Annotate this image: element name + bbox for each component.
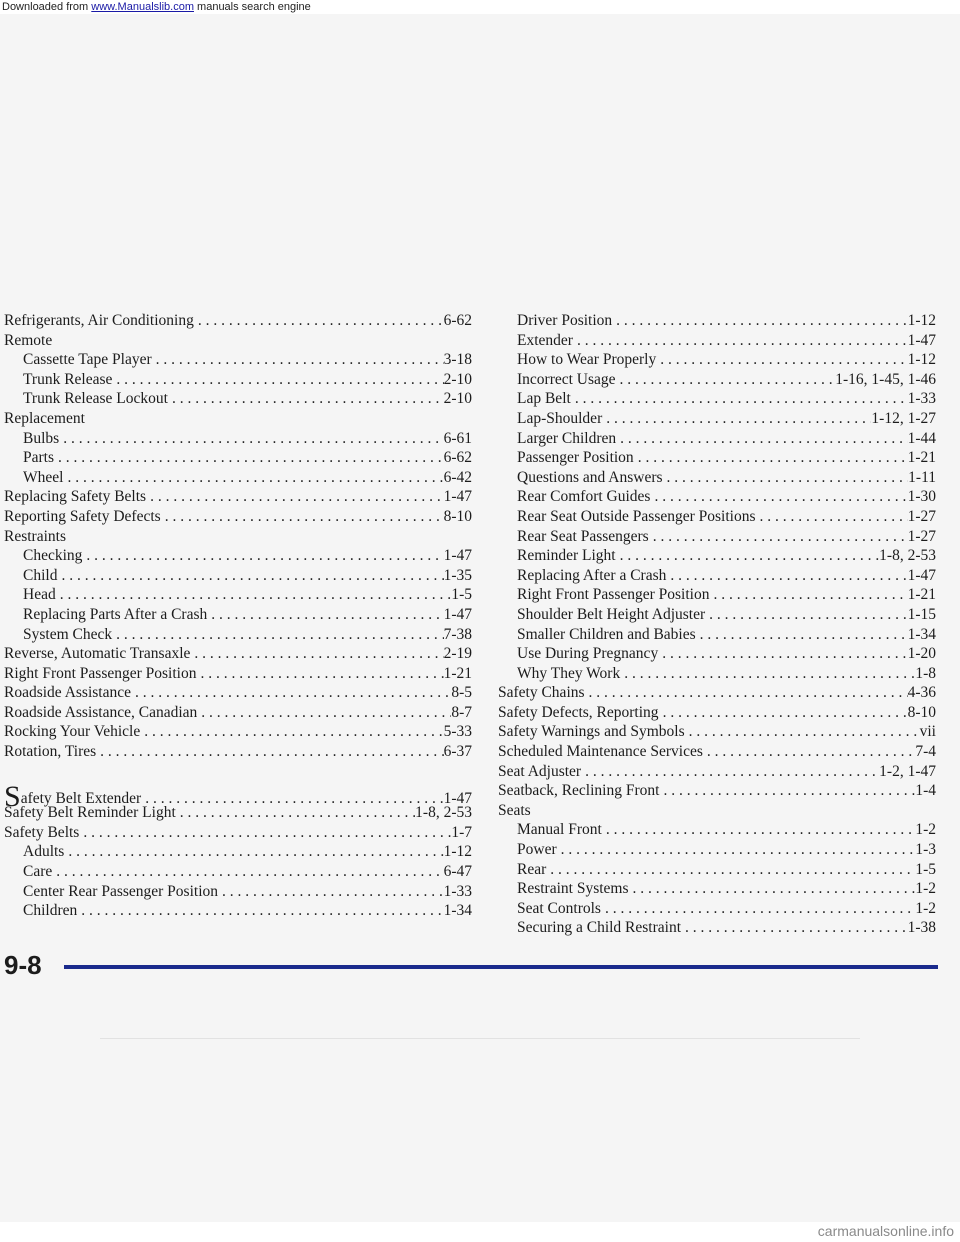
entry-page-ref: 1-38 — [907, 919, 936, 937]
entry-page-ref: 1-2 — [915, 899, 936, 917]
leader-dots — [685, 722, 920, 742]
entry-page-ref: 1-20 — [907, 645, 936, 663]
index-entry — [4, 803, 472, 823]
section-spacer — [4, 762, 472, 784]
index-entry — [498, 742, 936, 762]
leader-dots — [620, 664, 915, 684]
leader-dots — [146, 487, 444, 507]
entry-label: Rotation, Tires — [4, 743, 97, 761]
entry-label: Driver Position — [517, 312, 613, 329]
leader-dots — [634, 448, 908, 468]
index-entry — [4, 683, 472, 703]
index-subentry — [498, 468, 936, 488]
entry-page-ref: 1-2 — [915, 880, 936, 898]
entry-page-ref: 1-8, 2-53 — [879, 547, 936, 565]
leader-dots — [168, 389, 444, 409]
entry-page-ref: 1-44 — [907, 429, 936, 447]
entry-label: Safety Belts — [4, 823, 80, 841]
entry-page-ref: 1-12 — [907, 351, 936, 369]
index-subentry — [4, 862, 472, 882]
entry-page-ref: vii — [919, 723, 936, 741]
index-subentry — [498, 879, 936, 899]
index-heading: Remote — [4, 331, 53, 349]
entry-page-ref: 1-47 — [443, 789, 472, 807]
index-subentry — [498, 585, 936, 605]
index-subentry — [498, 546, 936, 566]
leader-dots — [54, 448, 444, 468]
leader-dots — [194, 311, 444, 331]
footer-rule — [64, 965, 938, 969]
leader-dots — [131, 683, 451, 703]
entry-page-ref: 1-12 — [443, 843, 472, 861]
leader-dots — [573, 331, 908, 351]
entry-label: Trunk Release — [23, 370, 113, 388]
entry-page-ref: 1-21 — [907, 586, 936, 604]
leader-dots — [161, 507, 444, 527]
entry-page-ref: 6-62 — [443, 312, 472, 329]
entry-page-ref: 1-30 — [907, 488, 936, 506]
index-entry — [498, 781, 936, 801]
entry-label: Seat Controls — [517, 899, 601, 917]
leader-dots — [602, 409, 871, 429]
entry-label: Refrigerants, Air Conditioning — [4, 312, 194, 329]
leader-dots — [52, 862, 443, 882]
index-column-right — [498, 311, 936, 938]
leader-dots — [571, 389, 908, 409]
leader-dots — [64, 842, 443, 862]
download-suffix: manuals search engine — [193, 1, 311, 13]
index-entry — [498, 703, 936, 723]
entry-page-ref: 1-27 — [907, 527, 936, 545]
leader-dots — [218, 882, 444, 902]
entry-page-ref: 2-10 — [443, 370, 472, 388]
index-subentry — [498, 389, 936, 409]
leader-dots — [546, 860, 915, 880]
leader-dots — [616, 546, 880, 566]
entry-page-ref: 1-47 — [443, 547, 472, 565]
entry-label: Use During Pregnancy — [517, 645, 659, 663]
leader-dots — [612, 311, 907, 331]
entry-page-ref: 7-4 — [915, 743, 936, 761]
entry-page-ref: 3-18 — [443, 351, 472, 369]
leader-dots — [696, 625, 908, 645]
leader-dots — [616, 429, 907, 449]
download-notice — [0, 0, 960, 14]
entry-label: Bulbs — [23, 429, 60, 447]
entry-page-ref: 6-61 — [443, 429, 472, 447]
entry-page-ref: 1-47 — [907, 566, 936, 584]
entry-page-ref: 1-33 — [443, 882, 472, 900]
entry-page-ref: 1-47 — [443, 488, 472, 506]
leader-dots — [140, 722, 443, 742]
entry-page-ref: 1-33 — [907, 390, 936, 408]
entry-label: Manual Front — [517, 821, 602, 839]
index-subentry — [4, 546, 472, 566]
entry-label: Rocking Your Vehicle — [4, 723, 141, 741]
entry-page-ref: 4-36 — [907, 684, 936, 702]
entry-page-ref: 1-5 — [915, 860, 936, 878]
leader-dots — [152, 350, 444, 370]
entry-label: Children — [23, 902, 78, 920]
entry-label: Safety Chains — [498, 684, 585, 702]
index-subentry — [498, 527, 936, 547]
entry-page-ref: 8-10 — [443, 507, 472, 525]
index-heading: Seats — [498, 801, 531, 819]
entry-label: System Check — [23, 625, 113, 643]
entry-label: Center Rear Passenger Position — [23, 882, 219, 900]
index-subentry — [498, 664, 936, 684]
leader-dots — [663, 468, 909, 488]
entry-label: Care — [23, 863, 53, 881]
entry-page-ref: 1-7 — [451, 823, 472, 841]
index-subentry — [498, 625, 936, 645]
entry-label: Extender — [517, 331, 573, 349]
leader-dots — [63, 468, 443, 488]
bottom-bar — [0, 1222, 960, 1242]
leader-dots — [601, 899, 915, 919]
index-subentry — [4, 389, 472, 409]
entry-label: Safety Belt Reminder Light — [4, 804, 176, 822]
entry-label: Reverse, Automatic Transaxle — [4, 645, 191, 663]
index-entry — [4, 722, 472, 742]
index-subentry — [498, 331, 936, 351]
entry-label: Replacing Parts After a Crash — [23, 605, 208, 623]
index-subentry — [498, 507, 936, 527]
entry-page-ref: 1-47 — [907, 331, 936, 349]
entry-page-ref: 1-35 — [443, 566, 472, 584]
leader-dots — [705, 605, 907, 625]
leader-dots — [650, 487, 907, 507]
index-heading: Replacement — [4, 409, 85, 427]
index-subentry — [498, 820, 936, 840]
entry-label: Seatback, Reclining Front — [498, 782, 660, 800]
leader-dots — [82, 546, 443, 566]
leader-dots — [649, 527, 908, 547]
leader-dots — [629, 879, 916, 899]
entry-page-ref: 1-2, 1-47 — [879, 762, 936, 780]
index-column-left — [4, 311, 472, 921]
entry-page-ref: 1-8, 2-53 — [415, 804, 472, 822]
entry-label: Right Front Passenger Position — [517, 586, 710, 604]
index-subentry — [498, 860, 936, 880]
entry-label: Checking — [23, 547, 83, 565]
entry-label: Head — [23, 586, 56, 604]
entry-label: Smaller Children and Babies — [517, 625, 696, 643]
leader-dots — [57, 566, 443, 586]
index-subentry — [498, 409, 936, 429]
index-subentry — [4, 468, 472, 488]
index-entry — [498, 762, 936, 782]
leader-dots — [79, 823, 451, 843]
entry-label: Scheduled Maintenance Services — [498, 743, 703, 761]
section-initial: S — [4, 779, 21, 813]
entry-page-ref: 1-12, 1-27 — [871, 409, 936, 427]
index-subentry — [4, 842, 472, 862]
entry-label: Why They Work — [517, 664, 621, 682]
entry-label: Securing a Child Restraint — [517, 919, 682, 937]
entry-page-ref: 6-62 — [443, 449, 472, 467]
entry-page-ref: 1-15 — [907, 605, 936, 623]
leader-dots — [190, 644, 443, 664]
index-subentry — [4, 370, 472, 390]
entry-label: Rear Comfort Guides — [517, 488, 651, 506]
entry-label: Parts — [23, 449, 54, 467]
leader-dots — [96, 742, 443, 762]
entry-label: Reminder Light — [517, 547, 616, 565]
index-subentry — [498, 370, 936, 390]
leader-dots — [557, 840, 916, 860]
entry-page-ref: 1-11 — [908, 468, 936, 486]
scan-line — [100, 1038, 860, 1039]
entry-label: Adults — [23, 843, 65, 861]
leader-dots — [585, 683, 908, 703]
entry-page-ref: 1-47 — [443, 605, 472, 623]
entry-label: Roadside Assistance, Canadian — [4, 703, 198, 721]
index-entry — [4, 742, 472, 762]
entry-label: Trunk Release Lockout — [23, 390, 168, 408]
leader-dots — [602, 820, 916, 840]
index-heading: Restraints — [4, 527, 66, 545]
index-subentry — [498, 918, 936, 938]
entry-page-ref: 1-4 — [915, 782, 936, 800]
index-entry — [4, 703, 472, 723]
watermark-link[interactable]: carmanualsonline.info — [817, 1223, 954, 1239]
leader-dots — [581, 762, 879, 782]
entry-page-ref: 1-2 — [915, 821, 936, 839]
entry-label: Wheel — [23, 468, 64, 486]
index-subentry — [498, 840, 936, 860]
entry-page-ref: 7-38 — [443, 625, 472, 643]
entry-page-ref: 1-21 — [907, 449, 936, 467]
index-subentry — [4, 625, 472, 645]
entry-label: Lap Belt — [517, 390, 571, 408]
leader-dots — [77, 901, 443, 921]
entry-page-ref: 1-16, 1-45, 1-46 — [835, 370, 936, 388]
entry-label: Passenger Position — [517, 449, 634, 467]
entry-label: Rear — [517, 860, 547, 878]
entry-page-ref: 6-37 — [443, 743, 472, 761]
entry-page-ref: 8-7 — [451, 703, 472, 721]
entry-page-ref: 1-21 — [443, 664, 472, 682]
index-entry — [498, 722, 936, 742]
leader-dots — [703, 742, 915, 762]
entry-page-ref: 8-10 — [907, 703, 936, 721]
index-subentry — [498, 311, 936, 331]
index-subentry — [4, 566, 472, 586]
entry-label: Larger Children — [517, 429, 617, 447]
leader-dots — [59, 429, 443, 449]
entry-page-ref: 1-34 — [443, 902, 472, 920]
entry-label: Replacing After a Crash — [517, 566, 667, 584]
entry-page-ref: 2-19 — [443, 645, 472, 663]
index-subentry — [4, 350, 472, 370]
leader-dots — [658, 644, 907, 664]
index-subentry — [498, 429, 936, 449]
index-subentry — [498, 448, 936, 468]
entry-label: Shoulder Belt Height Adjuster — [517, 605, 706, 623]
index-entry — [4, 664, 472, 684]
leader-dots — [666, 566, 907, 586]
entry-label: Seat Adjuster — [498, 762, 582, 780]
index-entry — [4, 644, 472, 664]
index-subentry — [4, 585, 472, 605]
index-subentry — [498, 487, 936, 507]
entry-page-ref: 1-3 — [915, 841, 936, 859]
leader-dots — [56, 585, 452, 605]
entry-page-ref: 1-27 — [907, 507, 936, 525]
entry-page-ref: 6-42 — [443, 468, 472, 486]
leader-dots — [207, 605, 443, 625]
index-subentry — [4, 429, 472, 449]
entry-label: Roadside Assistance — [4, 684, 131, 702]
entry-page-ref: 6-47 — [443, 863, 472, 881]
index-subentry — [4, 448, 472, 468]
entry-label: Replacing Safety Belts — [4, 488, 147, 506]
entry-label: Incorrect Usage — [517, 370, 616, 388]
entry-label: Lap-Shoulder — [517, 409, 603, 427]
entry-label: Questions and Answers — [517, 468, 663, 486]
entry-page-ref: 8-5 — [451, 684, 472, 702]
leader-dots — [659, 703, 908, 723]
index-entry — [4, 487, 472, 507]
download-prefix: Downloaded from — [2, 1, 92, 13]
leader-dots — [176, 803, 415, 823]
manualslib-link[interactable]: www.Manualslib.com — [91, 1, 194, 13]
index-entry — [4, 823, 472, 843]
leader-dots — [112, 625, 443, 645]
leader-dots — [756, 507, 908, 527]
index-subentry — [4, 901, 472, 921]
entry-label: Safety Warnings and Symbols — [498, 723, 685, 741]
entry-label: Rear Seat Outside Passenger Positions — [517, 507, 756, 525]
leader-dots — [659, 781, 915, 801]
entry-page-ref: 5-33 — [443, 723, 472, 741]
entry-label: Right Front Passenger Position — [4, 664, 197, 682]
index-entry — [4, 507, 472, 527]
index-subentry — [498, 566, 936, 586]
entry-label: Safety Defects, Reporting — [498, 703, 659, 721]
entry-label: Reporting Safety Defects — [4, 507, 161, 525]
index-subentry — [498, 350, 936, 370]
entry-label: How to Wear Properly — [517, 351, 657, 369]
entry-label: Child — [23, 566, 58, 584]
index-subentry — [498, 899, 936, 919]
entry-page-ref: 1-8 — [915, 664, 936, 682]
leader-dots — [112, 370, 443, 390]
entry-page-ref: 2-10 — [443, 390, 472, 408]
index-subentry — [498, 605, 936, 625]
entry-label-text: afety Belt Extender — [20, 789, 142, 807]
entry-label: Power — [517, 841, 557, 859]
entry-page-ref: 1-34 — [907, 625, 936, 643]
entry-page-ref: 1-5 — [451, 586, 472, 604]
entry-page-ref: 1-12 — [907, 312, 936, 329]
entry-label: Rear Seat Passengers — [517, 527, 649, 545]
leader-dots — [196, 664, 443, 684]
leader-dots — [197, 703, 451, 723]
index-entry — [4, 311, 472, 331]
entry-label: Cassette Tape Player — [23, 351, 152, 369]
leader-dots — [681, 918, 908, 938]
leader-dots — [616, 370, 836, 390]
index-subentry — [4, 882, 472, 902]
page-number: 9-8 — [4, 950, 42, 980]
index-subentry — [4, 605, 472, 625]
entry-label: Restraint Systems — [517, 880, 629, 898]
leader-dots — [709, 585, 907, 605]
index-entry — [498, 683, 936, 703]
leader-dots — [656, 350, 907, 370]
index-subentry — [498, 644, 936, 664]
